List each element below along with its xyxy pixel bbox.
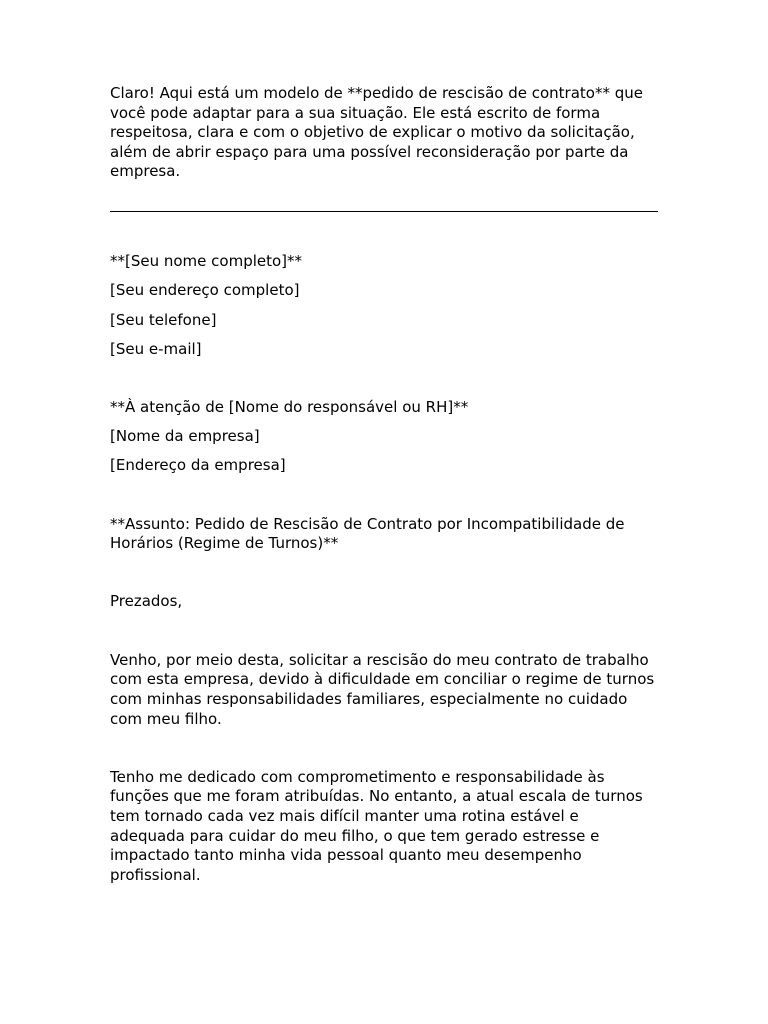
- spacer: [110, 212, 658, 252]
- spacer: [110, 182, 658, 211]
- spacer: [110, 554, 658, 593]
- spacer: [110, 476, 658, 515]
- sender-email: [Seu e-mail]: [110, 339, 202, 358]
- recipient-company: [Nome da empresa]: [110, 427, 260, 446]
- sender-phone: [Seu telefone]: [110, 310, 217, 329]
- recipient-block: [110, 398, 658, 476]
- spacer: [110, 359, 658, 398]
- body-paragraph-2: Tenho me dedicado com comprometimento e responsabilidade às funções que me foram atribuídas. No entanto, a atual escala de turnos tem tornado cada vez mais difícil manter uma rotina estável e adequada para cuidar do meu filho, o que tem gerado estresse e impactado tanto minha vida pessoal quanto meu desempenho profissional.: [110, 767, 643, 884]
- spacer: [110, 729, 658, 768]
- body-paragraph-1: Venho, por meio desta, solicitar a rescisão do meu contrato de trabalho com esta empresa, devido à dificuldade em conciliar o regime de turnos com minhas responsabilidades familiares, especialmente no cuidado com meu filho.: [110, 650, 655, 728]
- sender-block: [110, 252, 658, 359]
- recipient-attention: **À atenção de [Nome do responsável ou RH]**: [110, 397, 469, 416]
- intro-paragraph: Claro! Aqui está um modelo de **pedido de rescisão de contrato** que você pode adaptar para a sua situação. Ele está escrito de forma respeitosa, clara e com o objetivo de explicar o motivo da solicitação, além de abrir espaço para uma possível reconsideração por parte da empresa.: [110, 84, 643, 181]
- document-page: [110, 84, 658, 885]
- sender-address: [Seu endereço completo]: [110, 281, 300, 300]
- spacer: [110, 612, 658, 651]
- subject-line: **Assunto: Pedido de Rescisão de Contrato por Incompatibilidade de Horários (Regime de Turnos)**: [110, 514, 625, 553]
- recipient-company-address: [Endereço da empresa]: [110, 456, 286, 475]
- sender-name: **[Seu nome completo]**: [110, 251, 303, 270]
- greeting: Prezados,: [110, 592, 183, 611]
